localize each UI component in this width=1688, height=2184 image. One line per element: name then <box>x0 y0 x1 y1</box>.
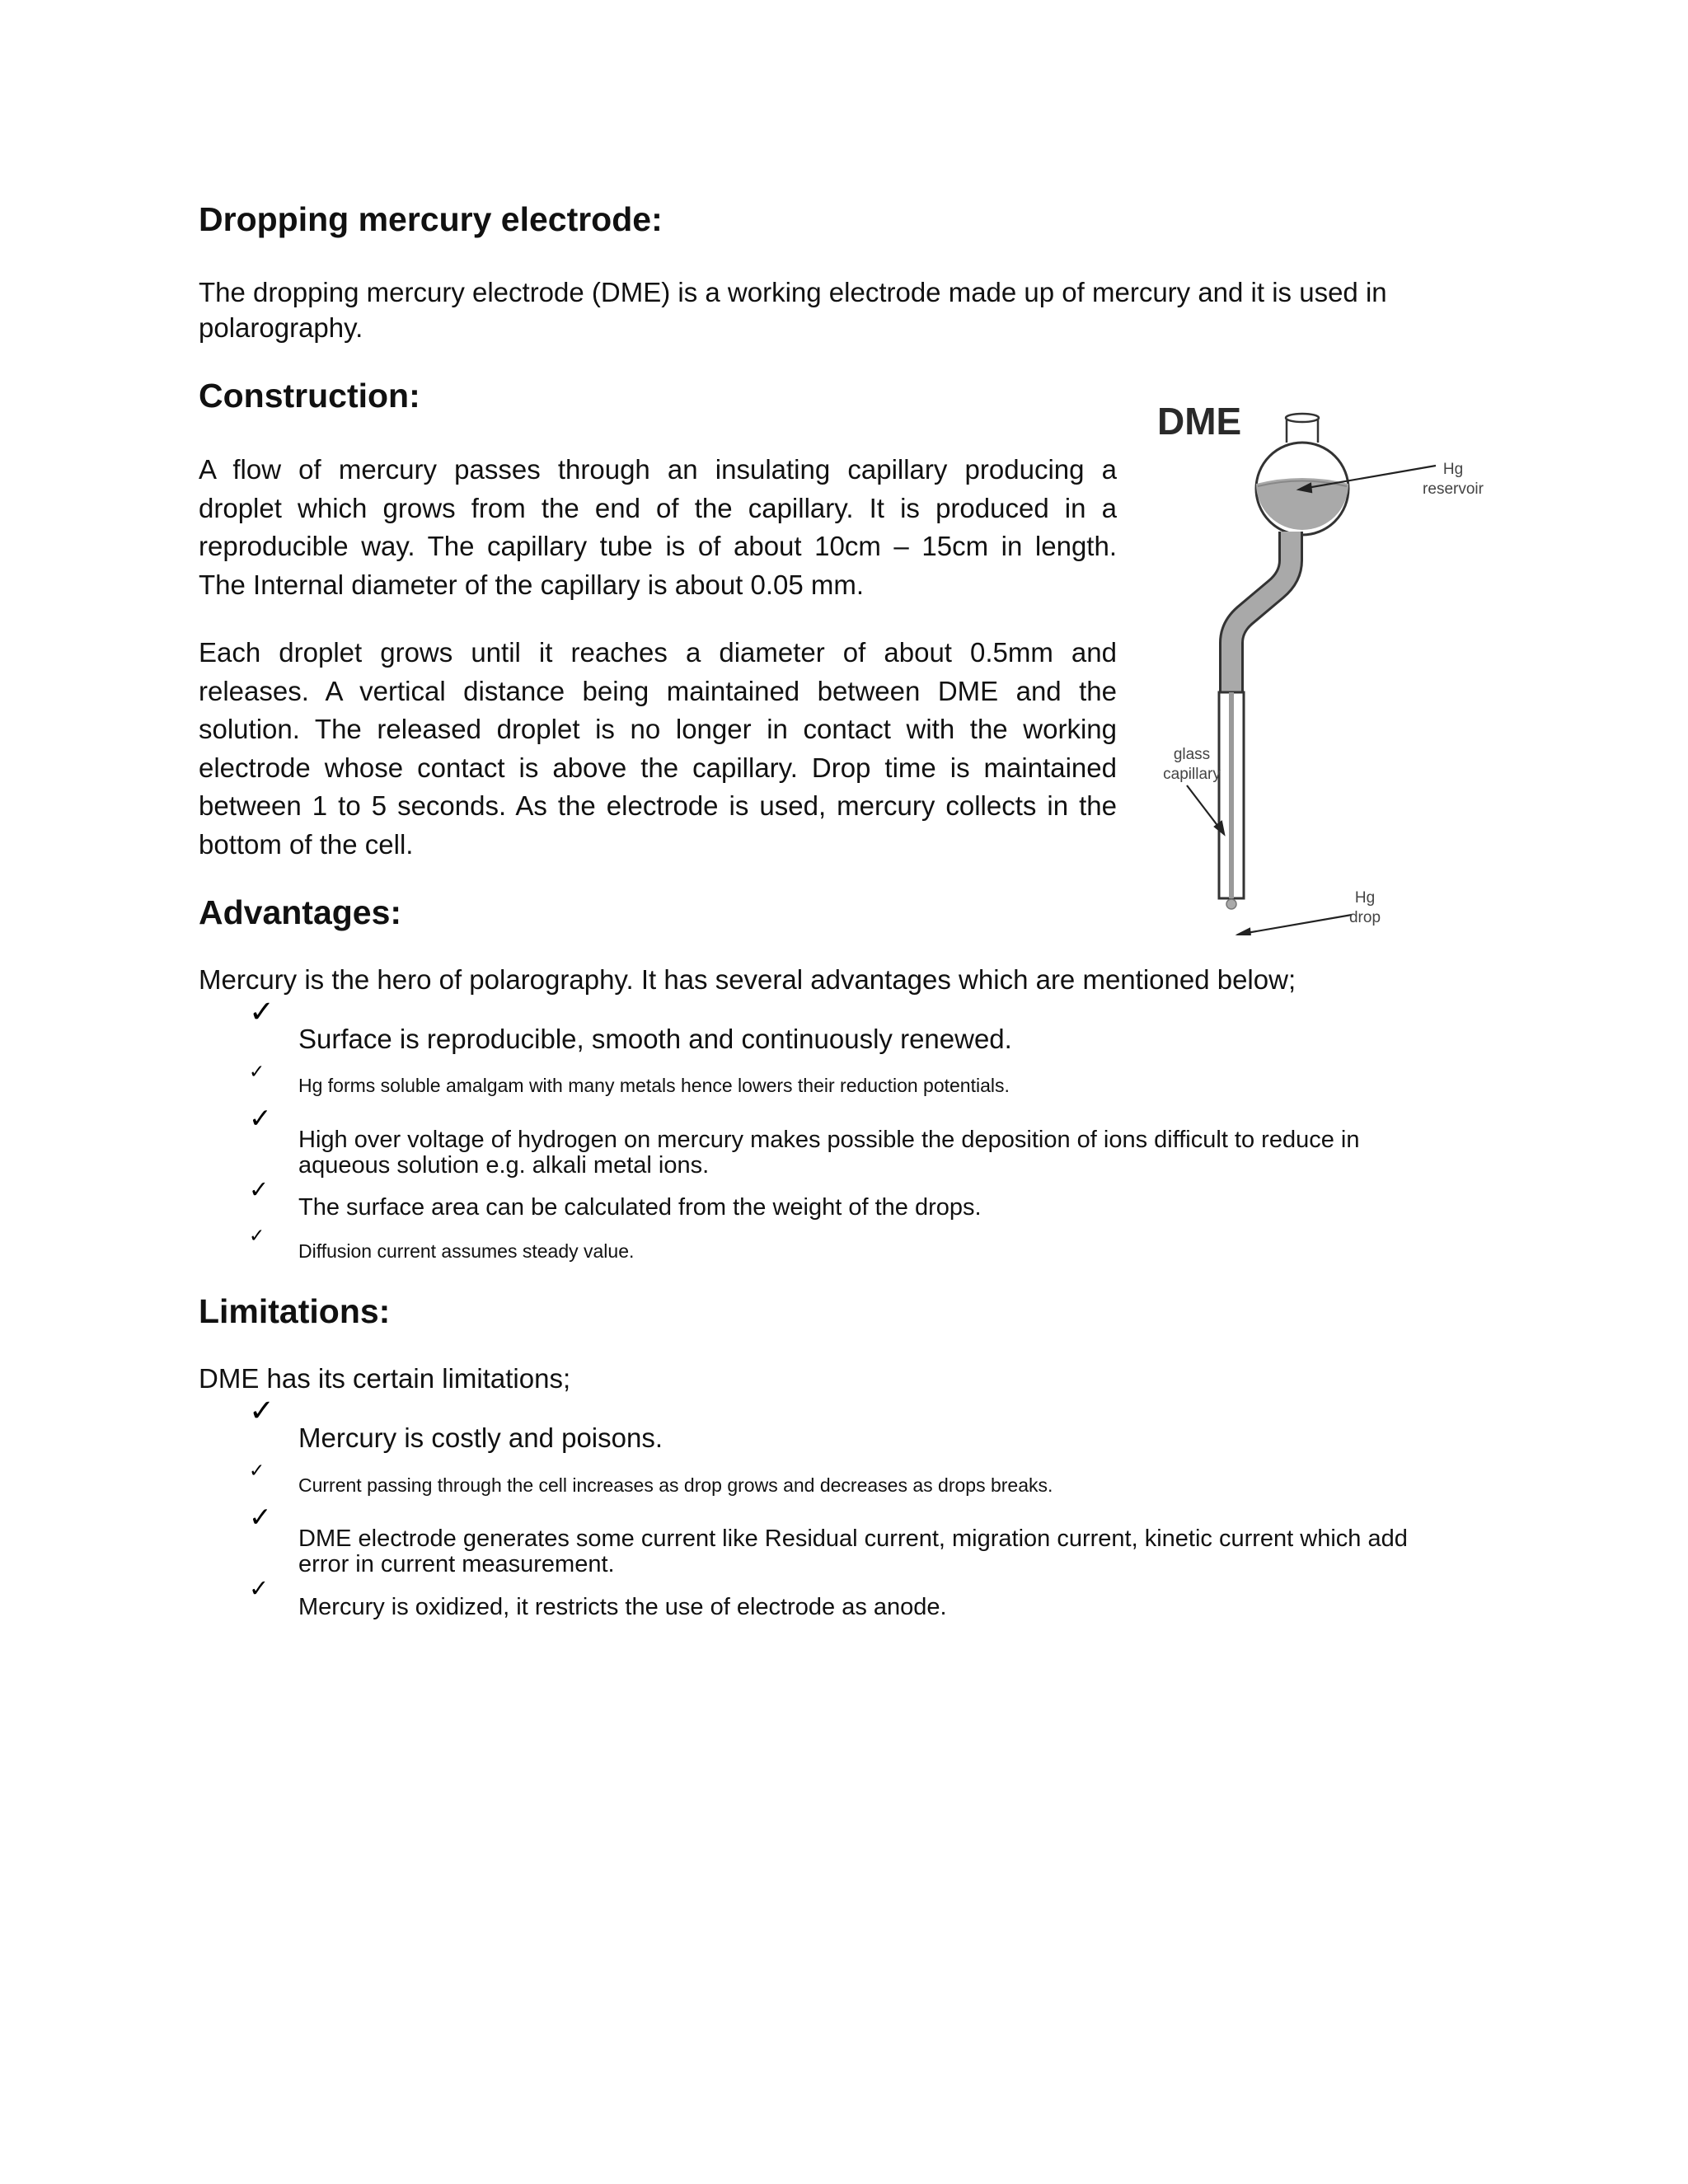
list-item: Mercury is costly and poisons. <box>298 1422 663 1453</box>
label-hg-reservoir-1: Hg <box>1442 461 1464 478</box>
figure-title: DME <box>1157 400 1242 443</box>
list-item: Current passing through the cell increases as drop grows and decreases as drops breaks. <box>298 1474 1053 1496</box>
limitations-heading: Limitations: <box>199 1292 391 1330</box>
construction-heading: Construction: <box>199 377 420 415</box>
flask <box>1219 414 1348 909</box>
text-line: A flow of mercury passes through an insulating capillary producing a <box>199 454 1117 485</box>
list-item: Mercury is oxidized, it restricts the use of electrode as anode. <box>298 1594 947 1620</box>
check-icon: ✓ <box>249 1226 265 1247</box>
page-title: Dropping mercury electrode: <box>199 200 663 238</box>
check-icon: ✓ <box>249 1501 272 1533</box>
list-item: DME electrode generates some current like Residual current, migration current, kinetic current which add error in current measurement. <box>298 1526 1408 1577</box>
list-item: Surface is reproducible, smooth and continuously renewed. <box>298 1024 1012 1054</box>
advantages-heading: Advantages: <box>199 893 402 931</box>
list-item: Hg forms soluble amalgam with many metals hence lowers their reduction potentials. <box>298 1075 1010 1096</box>
text-line: solution. The released droplet is no longer in contact with the working <box>199 714 1117 744</box>
text-line: releases. A vertical distance being maintained between DME and the <box>199 675 1117 706</box>
check-icon: ✓ <box>249 1175 270 1203</box>
check-icon: ✓ <box>249 1460 265 1482</box>
check-icon: ✓ <box>249 1393 275 1428</box>
text-line: electrode whose contact is above the capillary. Drop time is maintained <box>199 752 1117 783</box>
label-glass-capillary-1: glass <box>1173 746 1211 763</box>
text-line: Each droplet grows until it reaches a diameter of about 0.5mm and <box>199 637 1117 668</box>
hg-drop <box>1226 899 1236 909</box>
text-line: The Internal diameter of the capillary is about 0.05 mm. <box>199 569 865 600</box>
label-hg-drop-2: drop <box>1348 909 1381 926</box>
check-icon: ✓ <box>249 1062 265 1083</box>
list-item: The surface area can be calculated from the weight of the drops. <box>298 1194 982 1221</box>
text-line: reproducible way. The capillary tube is of about 10cm – 15cm in length. <box>199 531 1117 561</box>
text-line: between 1 to 5 seconds. As the electrode is used, mercury collects in the <box>199 790 1117 821</box>
construction-paragraph-2 <box>199 634 1117 864</box>
label-glass-capillary-2: capillary <box>1163 766 1221 783</box>
list-item: Diffusion current assumes steady value. <box>298 1240 635 1262</box>
check-icon: ✓ <box>249 1574 270 1602</box>
check-icon: ✓ <box>249 994 275 1029</box>
text-line: bottom of the cell. <box>199 828 414 860</box>
list-item: High over voltage of hydrogen on mercury makes possible the deposition of ions difficult to reduce in aqueous solution e.g. alkali metal ions. <box>298 1127 1360 1179</box>
construction-paragraph-1 <box>199 451 1117 604</box>
label-hg-drop-1: Hg <box>1354 889 1376 907</box>
limitations-intro: DME has its certain limitations; <box>199 1363 571 1394</box>
advantages-intro: Mercury is the hero of polarography. It has several advantages which are mentioned below; <box>199 964 1296 995</box>
label-hg-reservoir-2: reservoir <box>1423 480 1484 498</box>
dme-figure <box>1146 391 1492 935</box>
intro-paragraph: The dropping mercury electrode (DME) is a working electrode made up of mercury and it is used in polarography. <box>199 277 1387 343</box>
check-icon: ✓ <box>249 1102 272 1134</box>
text-line: droplet which grows from the end of the capillary. It is produced in a <box>199 492 1117 523</box>
